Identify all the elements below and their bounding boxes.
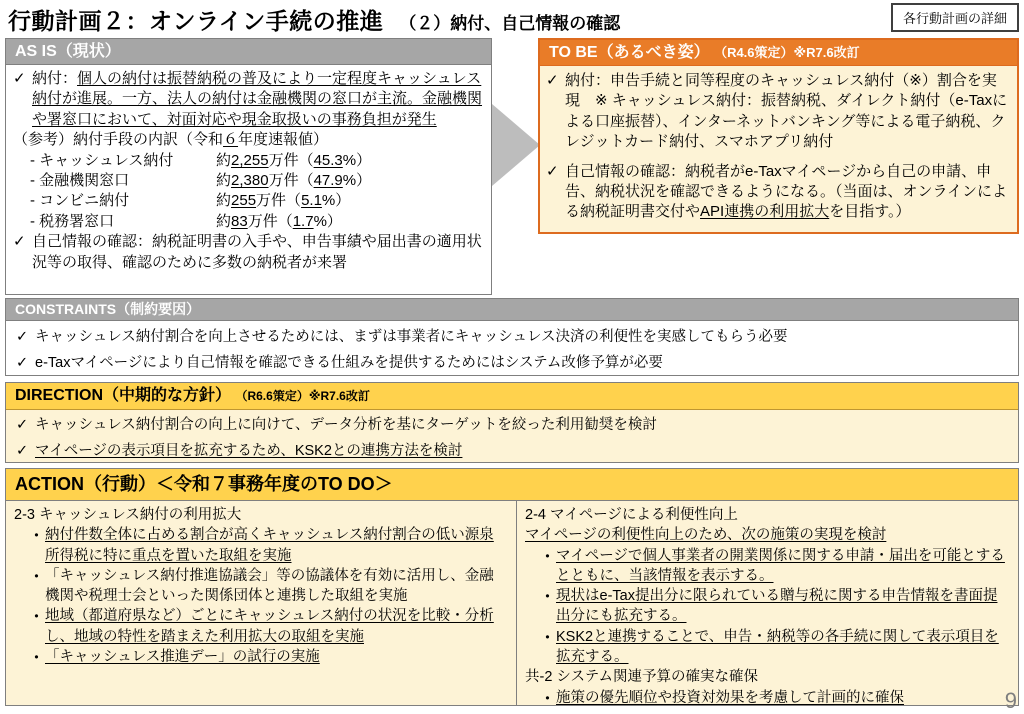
breakdown-value: 約255万件（5.1%）: [216, 192, 351, 210]
action-right-intro: マイページの利便性向上のため、次の施策の実現を検討: [525, 527, 887, 544]
bullet-dot-icon: •: [34, 609, 39, 624]
action-bullet: [14, 647, 508, 667]
action-bullet: [14, 606, 508, 647]
action-bullet: [525, 688, 1010, 708]
breakdown-value: 約83万件（1.7%）: [216, 212, 342, 230]
breakdown-row: [11, 191, 486, 211]
breakdown-value: 約2,380万件（47.9%）: [216, 171, 372, 189]
to-be-header: [540, 40, 1017, 66]
action-bullet: [14, 566, 508, 607]
breakdown-row: [11, 212, 486, 232]
action-columns: [6, 501, 1018, 705]
action-right-heading: 2-4 マイページによる利便性向上: [525, 507, 738, 523]
right-arrow-icon: [492, 104, 540, 186]
breakdown-row: [11, 171, 486, 191]
constraints-header: CONSTRAINTS（制約要因）: [6, 299, 1018, 321]
to-be-body: [540, 66, 1017, 223]
as-is-header: AS IS（現状）: [6, 39, 491, 65]
as-is-bullet-selfinfo-text: 自己情報の確認：納税証明書の入手や、申告事績や届出書の適用状況等の取得、確認のために多数の納税者が来署: [32, 233, 482, 271]
direction-header: [6, 383, 1018, 410]
bullet-dot-icon: •: [545, 589, 550, 604]
check-icon: ✓: [13, 233, 26, 251]
bullet-dot-icon: •: [545, 690, 550, 705]
check-icon: ✓: [16, 354, 29, 371]
action-bullet-text: マイページで個人事業者の開業関係に関する申請・届出を可能とするとともに、当該情報を表示する。: [556, 547, 1005, 584]
action-column-cashless: [6, 501, 517, 705]
direction-bullet: [14, 413, 1010, 439]
check-icon: ✓: [546, 162, 559, 180]
check-icon: ✓: [16, 329, 29, 345]
bullet-dot-icon: •: [34, 650, 39, 665]
page-number: 9: [1004, 688, 1017, 713]
to-be-section: [538, 38, 1019, 234]
action-column-mypage: [517, 501, 1018, 705]
bullet-dot-icon: •: [34, 568, 39, 583]
bullet-dot-icon: •: [34, 528, 39, 543]
constraints-bullet: [14, 325, 1010, 351]
breakdown-value: 約2,255万件（45.3%）: [216, 151, 372, 169]
check-icon: ✓: [546, 72, 559, 89]
direction-bullet-text: マイページの表示項目を拡充するため、KSK2との連携方法を検討: [35, 442, 463, 459]
as-is-reference-line: （参考）納付手段の内訳（令和６年度速報値）: [13, 131, 329, 149]
action-bullet: [525, 627, 1010, 668]
as-is-bullet-selfinfo: [11, 232, 486, 273]
as-is-bullet-payment-text: 納付：個人の納付は振替納税の普及により一定程度キャッシュレス納付が進展。一方、法人の納付は金融機関の窓口が主流。金融機関や署窓口において、対面対応や現金取扱いの事務負担が発生: [32, 70, 483, 128]
direction-bullet: [14, 439, 1010, 465]
to-be-header-title: TO BE（あるべき姿）: [549, 44, 710, 61]
action-bullet-text: 現状はe-Tax提出分に限られている贈与税に関する申告情報を書面提出分にも拡充する。: [556, 588, 998, 625]
check-icon: ✓: [16, 417, 29, 433]
action-bullet: [525, 546, 1010, 587]
constraints-bullet-text: キャッシュレス納付割合を向上させるためには、まずは事業者にキャッシュレス決済の利便性を実感してもらう必要: [35, 329, 788, 345]
action-bullet-text: 納付件数全体に占める割合が高くキャッシュレス納付割合の低い源泉所得税に特に重点を置いた取組を実施: [45, 527, 494, 564]
action-section: [5, 468, 1019, 706]
action-bullet: [14, 525, 508, 566]
bullet-dot-icon: •: [545, 629, 550, 644]
page-subtitle: （２）納付、自己情報の確認: [399, 14, 621, 33]
breakdown-label: - 税務署窓口: [30, 212, 115, 230]
direction-section: [5, 382, 1019, 463]
breakdown-label: - コンビニ納付: [30, 192, 130, 210]
constraints-section: [5, 298, 1019, 376]
to-be-header-note: （R4.6策定）※R7.6改訂: [714, 45, 860, 60]
to-be-bullet-selfinfo-text: 自己情報の確認：納税者がe-Taxマイページから自己の申請、申告、納税状況を確認できるようになる。（当面は、オンラインによる納税証明書交付やAPI連携の利用拡大を目指す。）: [565, 162, 1008, 221]
direction-header-note: （R6.6策定）※R7.6改訂: [235, 389, 370, 403]
constraints-body: [6, 321, 1018, 381]
direction-bullet-text: キャッシュレス納付割合の向上に向けて、データ分析を基にターゲットを絞った利用勧奨を検討: [35, 417, 657, 433]
action-left-heading: 2-3 キャッシュレス納付の利用拡大: [14, 507, 242, 523]
as-is-bullet-payment: [11, 69, 486, 130]
constraints-bullet: [14, 351, 1010, 377]
breakdown-row: [11, 151, 486, 171]
to-be-bullet-payment-text: 納付：申告手続と同等程度のキャッシュレス納付（※）割合を実現 ※ キャッシュレス納付：振替納税、ダイレクト納付（e-Taxによる口座振替）、インターネットバンキング等による電子納税、クレジットカード納付、スマホアプリ納付: [565, 72, 1008, 151]
page-title: 行動計画２：オンライン手続の推進: [8, 8, 384, 34]
bullet-dot-icon: •: [545, 548, 550, 563]
action-bullet-text: KSK2と連携することで、申告・納税等の各手続に関して表示項目を拡充する。: [556, 628, 999, 666]
check-icon: ✓: [13, 70, 26, 87]
constraints-bullet-text: e-Taxマイページにより自己情報を確認できる仕組みを提供するためにはシステム改修予算が必要: [35, 354, 663, 371]
action-bullet-text: 地域（都道府県など）ごとにキャッシュレス納付の状況を比較・分析し、地域の特性を踏まえた利用拡大の取組を実施: [45, 608, 494, 645]
titlebar: [8, 3, 620, 36]
to-be-bullet-selfinfo: [544, 162, 1011, 223]
action-right-heading2: 共-2 システム関連予算の確実な確保: [525, 669, 758, 686]
direction-body: [6, 410, 1018, 468]
action-bullet-text: 「キャッシュレス納付推進協議会」等の協議体を有効に活用し、金融機関や税理士会といった関係団体と連携した取組を実施: [45, 567, 494, 605]
action-header: ACTION（行動）＜令和７事務年度のTO DO＞: [6, 469, 1018, 501]
as-is-body: [6, 65, 491, 273]
action-bullet-text: 「キャッシュレス推進デー」の試行の実施: [45, 649, 320, 666]
breakdown-label: - 金融機関窓口: [30, 171, 130, 189]
check-icon: ✓: [16, 442, 29, 459]
action-bullet-text: 施策の優先順位や投資対効果を考慮して計画的に確保: [556, 689, 904, 706]
direction-header-title: DIRECTION（中期的な方針）: [15, 387, 232, 404]
as-is-section: [5, 38, 492, 295]
to-be-bullet-payment: [544, 71, 1011, 153]
action-bullet: [525, 586, 1010, 627]
breakdown-label: - キャッシュレス納付: [30, 151, 174, 169]
details-link-button[interactable]: 各行動計画の詳細: [891, 3, 1019, 32]
